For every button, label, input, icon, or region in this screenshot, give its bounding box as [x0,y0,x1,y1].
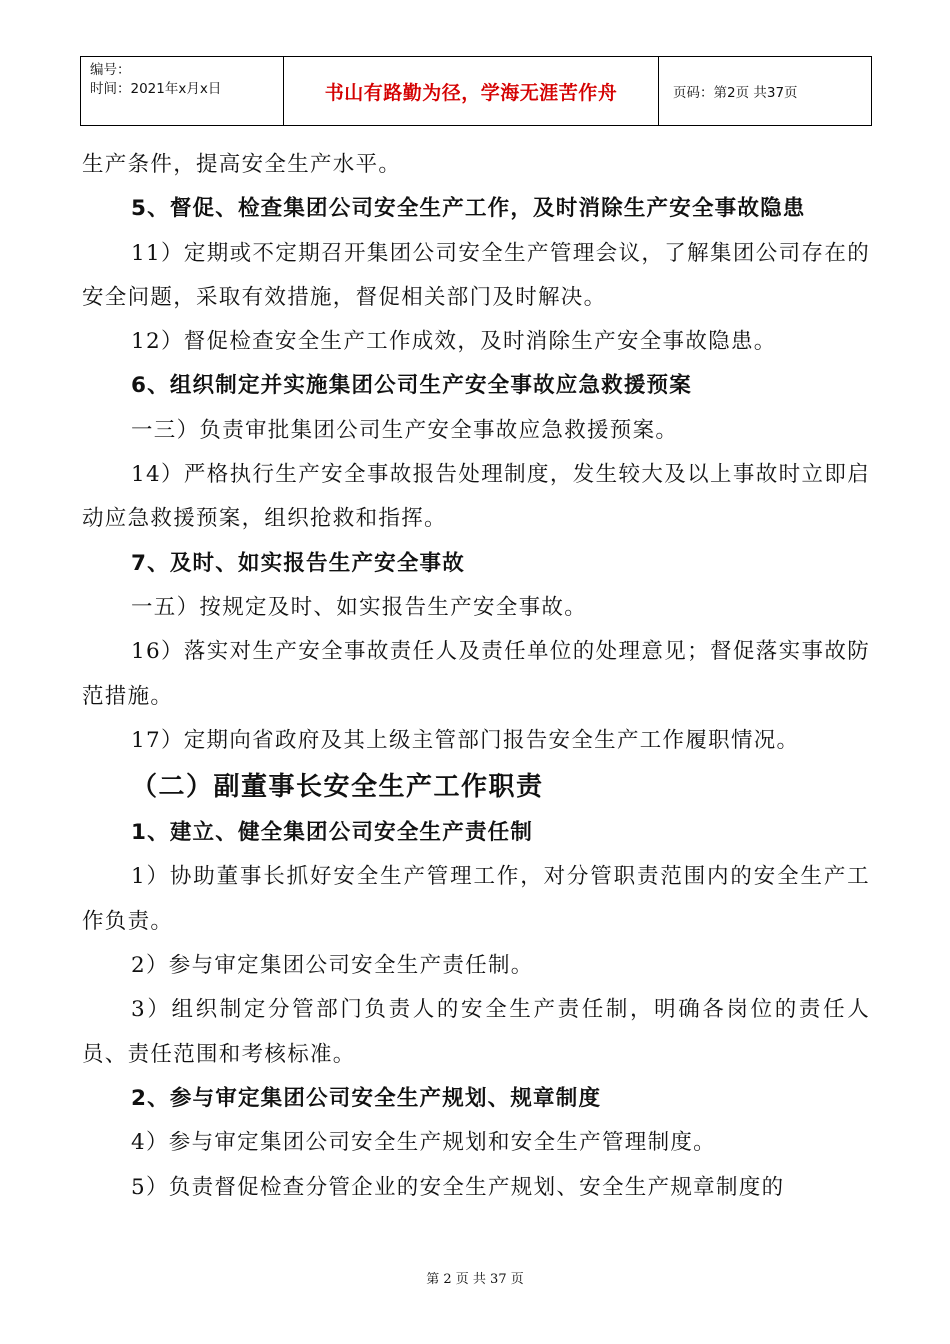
document-header [80,56,872,126]
body-paragraph: 3）组织制定分管部门负责人的安全生产责任制，明确各岗位的责任人员、责任范围和考核标准。 [82,997,870,1067]
header-page-info: 页码：第2页 共37页 [673,85,798,101]
document-body [82,143,870,1210]
body-paragraph: 11）定期或不定期召开集团公司安全生产管理会议，了解集团公司存在的安全问题，采取有效措施，督促相关部门及时解决。 [82,240,870,310]
body-paragraph: 14）严格执行生产安全事故报告处理制度，发生较大及以上事故时立即启动应急救援预案，组织抢救和指挥。 [82,462,870,532]
item-heading: 6、组织制定并实施集团公司生产安全事故应急救援预案 [131,373,692,399]
item-heading: 7、及时、如实报告生产安全事故 [131,550,465,576]
document-number-label: 编号： [90,62,131,78]
section-heading: （二）副董事长安全生产工作职责 [131,772,544,803]
body-paragraph: 4）参与审定集团公司安全生产规划和安全生产管理制度。 [131,1130,716,1156]
body-paragraph: 一五）按规定及时、如实报告生产安全事故。 [131,594,588,620]
body-paragraph: 16）落实对生产安全事故责任人及责任单位的处理意见；督促落实事故防范措施。 [82,639,870,709]
body-paragraph: 1）协助董事长抓好安全生产管理工作，对分管职责范围内的安全生产工作负责。 [82,864,870,934]
item-heading: 1、建立、健全集团公司安全生产责任制 [131,820,534,846]
page-footer: 第 2 页 共 37 页 [426,1272,524,1287]
header-motto: 书山有路勤为径，学海无涯苦作舟 [284,57,659,125]
body-paragraph: 12）督促检查安全生产工作成效，及时消除生产安全事故隐患。 [131,329,777,355]
header-meta-cell [81,57,284,125]
document-time-label: 时间：2021年x月x日 [90,81,222,97]
item-heading: 2、参与审定集团公司安全生产规划、规章制度 [131,1085,602,1111]
body-paragraph: 5）负责督促检查分管企业的安全生产规划、安全生产规章制度的 [131,1174,785,1200]
item-heading: 5、督促、检查集团公司安全生产工作，及时消除生产安全事故隐患 [131,196,806,222]
body-paragraph: 17）定期向省政府及其上级主管部门报告安全生产工作履职情况。 [131,727,800,753]
body-paragraph: 生产条件，提高安全生产水平。 [82,152,402,177]
body-paragraph: 一三）负责审批集团公司生产安全事故应急救援预案。 [131,417,679,443]
body-paragraph: 2）参与审定集团公司安全生产责任制。 [131,953,534,979]
